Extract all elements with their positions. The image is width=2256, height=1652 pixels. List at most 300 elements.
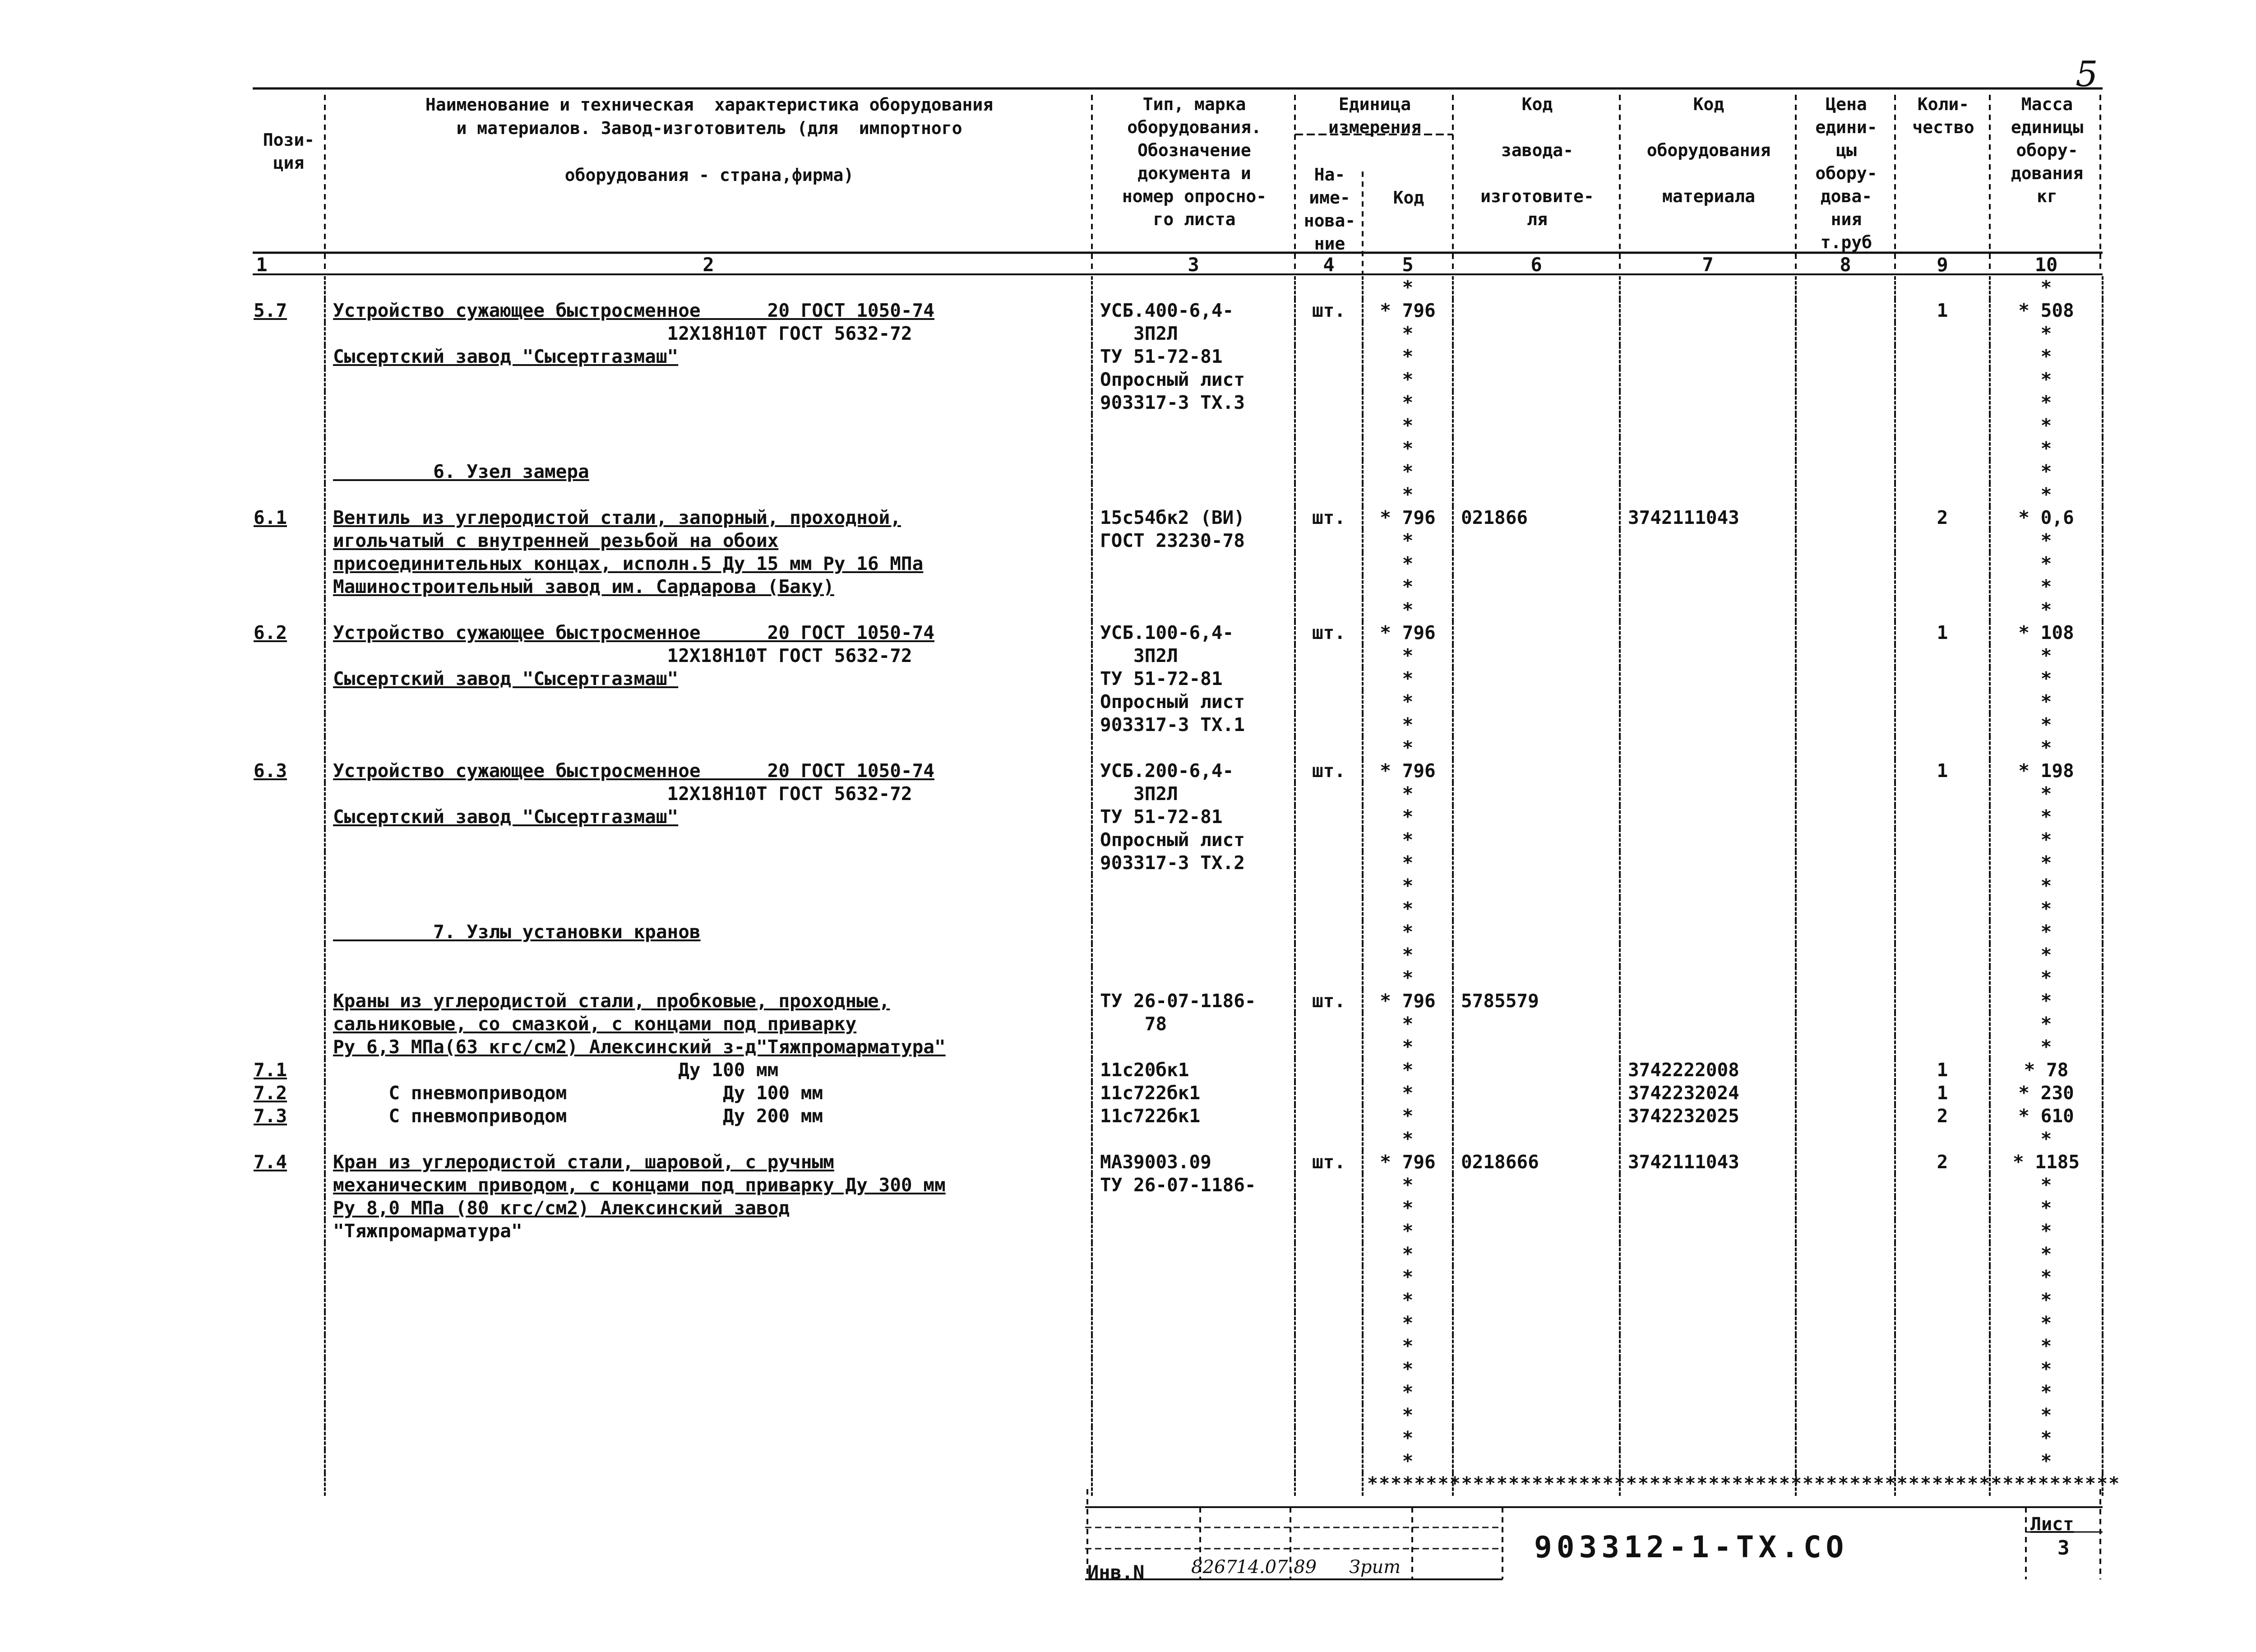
header-name: Наименование и техническая характеристика оборудования и материалов. Завод-изготовитель (для импортного оборудования - страна,фирма)	[425, 95, 994, 185]
row-mass: *	[1990, 1220, 2103, 1243]
row-name: Машиностроительный завод им. Сардарова (Баку)	[325, 575, 1092, 598]
row-mass: *	[1990, 782, 2103, 805]
row-quantity: 2	[1895, 506, 1990, 529]
row-unit	[1295, 1335, 1363, 1358]
row-mass: *	[1990, 391, 2103, 414]
row-quantity: 1	[1895, 621, 1990, 644]
row-price	[1796, 299, 1895, 322]
row-unit-code: *	[1363, 1404, 1453, 1427]
row-unit	[1295, 1036, 1363, 1059]
row-position	[253, 1128, 325, 1151]
inventory-date: 14.07.89	[1236, 1557, 1317, 1578]
row-equipment-code	[1620, 967, 1796, 990]
table-row	[253, 1381, 2103, 1404]
row-unit	[1295, 1220, 1363, 1243]
row-name: присоединительных концах, исполн.5 Ду 15 мм Ру 16 МПа	[325, 552, 1092, 575]
row-unit-code: *	[1363, 1197, 1453, 1220]
row-position	[253, 276, 325, 299]
row-type	[1092, 875, 1295, 898]
row-name: 12Х18Н10Т ГОСТ 5632-72	[325, 322, 1092, 345]
row-mass: *	[1990, 1036, 2103, 1059]
row-quantity	[1895, 644, 1990, 667]
row-name: Ру 6,3 МПа(63 кгс/см2) Алексинский з-д"Тяжпромарматура"	[325, 1036, 1092, 1059]
row-type	[1092, 1473, 1295, 1496]
row-price	[1796, 690, 1895, 713]
row-quantity	[1895, 1036, 1990, 1059]
row-equipment-code	[1620, 644, 1796, 667]
row-price	[1796, 990, 1895, 1013]
row-equipment-code	[1620, 1013, 1796, 1036]
row-factory-code	[1453, 782, 1620, 805]
row-unit	[1295, 1174, 1363, 1197]
row-price	[1796, 967, 1895, 990]
row-factory-code	[1453, 944, 1620, 967]
row-mass: *	[1990, 529, 2103, 552]
table-row	[253, 805, 2103, 828]
row-factory-code	[1453, 1404, 1620, 1427]
row-type	[1092, 1036, 1295, 1059]
row-price	[1796, 1059, 1895, 1082]
row-mass: *	[1990, 368, 2103, 391]
row-unit	[1295, 736, 1363, 759]
row-factory-code	[1453, 483, 1620, 506]
row-factory-code	[1453, 1036, 1620, 1059]
row-quantity: 1	[1895, 1059, 1990, 1082]
row-factory-code	[1453, 437, 1620, 460]
row-price	[1796, 460, 1895, 483]
table-row	[253, 506, 2103, 529]
row-factory-code: 0218666	[1453, 1151, 1620, 1174]
row-name	[325, 736, 1092, 759]
row-position	[253, 1381, 325, 1404]
row-name	[325, 898, 1092, 921]
row-name	[325, 1473, 1092, 1496]
row-equipment-code	[1620, 529, 1796, 552]
table-row	[253, 621, 2103, 644]
table-row	[253, 1197, 2103, 1220]
row-position	[253, 713, 325, 736]
row-position	[253, 1335, 325, 1358]
table-row	[253, 898, 2103, 921]
row-quantity: 1	[1895, 1082, 1990, 1105]
sheet-label: Лист	[2030, 1514, 2074, 1535]
row-unit-code: * 796	[1363, 506, 1453, 529]
row-name	[325, 851, 1092, 875]
row-unit-code: *	[1363, 345, 1453, 368]
row-position	[253, 1013, 325, 1036]
row-position	[253, 875, 325, 898]
row-factory-code	[1453, 575, 1620, 598]
row-unit-code: *	[1363, 736, 1453, 759]
row-unit	[1295, 782, 1363, 805]
row-name	[325, 875, 1092, 898]
row-factory-code	[1453, 1266, 1620, 1289]
row-name	[325, 1450, 1092, 1473]
row-equipment-code	[1620, 1220, 1796, 1243]
row-unit-code: *	[1363, 575, 1453, 598]
row-price	[1796, 1036, 1895, 1059]
row-mass: * 610	[1990, 1105, 2103, 1128]
row-equipment-code	[1620, 921, 1796, 944]
row-price	[1796, 1174, 1895, 1197]
table-row	[253, 391, 2103, 414]
row-position	[253, 921, 325, 944]
header-unit-name: На- име- нова- ние	[1304, 165, 1356, 254]
row-price	[1796, 921, 1895, 944]
row-unit	[1295, 483, 1363, 506]
row-unit	[1295, 345, 1363, 368]
row-position	[253, 437, 325, 460]
row-price	[1796, 529, 1895, 552]
row-unit-code: *	[1363, 368, 1453, 391]
row-price	[1796, 1151, 1895, 1174]
col-number-7: 7	[1702, 254, 1714, 276]
row-mass: *	[1990, 690, 2103, 713]
table-row	[253, 828, 2103, 851]
row-position	[253, 483, 325, 506]
row-equipment-code	[1620, 1266, 1796, 1289]
row-equipment-code	[1620, 828, 1796, 851]
row-equipment-code	[1620, 713, 1796, 736]
row-type	[1092, 1197, 1295, 1220]
row-unit: шт.	[1295, 506, 1363, 529]
row-position	[253, 529, 325, 552]
row-equipment-code	[1620, 345, 1796, 368]
table-row	[253, 575, 2103, 598]
page-number: 5	[2076, 54, 2098, 95]
row-position	[253, 990, 325, 1013]
row-type	[1092, 1266, 1295, 1289]
row-factory-code: 5785579	[1453, 990, 1620, 1013]
row-name	[325, 1358, 1092, 1381]
row-factory-code	[1453, 414, 1620, 437]
row-equipment-code	[1620, 1289, 1796, 1312]
row-price	[1796, 828, 1895, 851]
row-quantity	[1895, 437, 1990, 460]
row-unit-code: *	[1363, 1036, 1453, 1059]
row-price	[1796, 621, 1895, 644]
row-position	[253, 898, 325, 921]
table-row	[253, 1059, 2103, 1082]
row-position	[253, 1473, 325, 1496]
row-equipment-code: 3742111043	[1620, 1151, 1796, 1174]
row-quantity	[1895, 967, 1990, 990]
row-unit-code: *	[1363, 782, 1453, 805]
row-price	[1796, 851, 1895, 875]
row-equipment-code	[1620, 322, 1796, 345]
specification-table	[253, 276, 2103, 1496]
row-name: Сысертский завод "Сысертгазмаш"	[325, 345, 1092, 368]
row-price	[1796, 1289, 1895, 1312]
table-row	[253, 713, 2103, 736]
row-type: 11с722бк1	[1092, 1082, 1295, 1105]
row-type	[1092, 736, 1295, 759]
table-row	[253, 1105, 2103, 1128]
row-type: 15с54бк2 (ВИ)	[1092, 506, 1295, 529]
row-quantity	[1895, 345, 1990, 368]
table-row	[253, 1266, 2103, 1289]
document-code: 903312-1-ТХ.СО	[1534, 1530, 1849, 1564]
row-type: ТУ 51-72-81	[1092, 345, 1295, 368]
row-quantity	[1895, 1220, 1990, 1243]
row-name	[325, 483, 1092, 506]
row-mass: *	[1990, 1128, 2103, 1151]
row-quantity: 2	[1895, 1105, 1990, 1128]
table-row	[253, 1151, 2103, 1174]
row-name: "Тяжпромарматура"	[325, 1220, 1092, 1243]
row-quantity	[1895, 276, 1990, 299]
row-factory-code	[1453, 621, 1620, 644]
row-price	[1796, 1220, 1895, 1243]
row-position	[253, 1266, 325, 1289]
row-factory-code	[1453, 667, 1620, 690]
row-unit: шт.	[1295, 621, 1363, 644]
row-price	[1796, 276, 1895, 299]
row-position	[253, 1312, 325, 1335]
row-price	[1796, 322, 1895, 345]
row-position	[253, 598, 325, 621]
row-position	[253, 944, 325, 967]
row-quantity	[1895, 944, 1990, 967]
row-unit-code: * 796	[1363, 1151, 1453, 1174]
row-unit-code: *	[1363, 1243, 1453, 1266]
row-unit	[1295, 967, 1363, 990]
row-factory-code	[1453, 736, 1620, 759]
row-unit-code: * 796	[1363, 299, 1453, 322]
row-equipment-code	[1620, 690, 1796, 713]
row-factory-code	[1453, 851, 1620, 875]
row-factory-code	[1453, 1289, 1620, 1312]
row-equipment-code	[1620, 1358, 1796, 1381]
row-unit-code: *	[1363, 1266, 1453, 1289]
row-factory-code: 021866	[1453, 506, 1620, 529]
row-position	[253, 1358, 325, 1381]
row-unit-code: *	[1363, 1174, 1453, 1197]
row-unit-code: * 796	[1363, 759, 1453, 782]
row-factory-code	[1453, 967, 1620, 990]
row-unit	[1295, 1450, 1363, 1473]
row-mass: *	[1990, 1450, 2103, 1473]
row-quantity: 1	[1895, 759, 1990, 782]
row-type: 3П2Л	[1092, 782, 1295, 805]
table-row	[253, 552, 2103, 575]
row-price	[1796, 391, 1895, 414]
sheet-number: 3	[2057, 1536, 2070, 1559]
row-unit-code: *	[1363, 483, 1453, 506]
row-type: 11с20бк1	[1092, 1059, 1295, 1082]
table-row	[253, 759, 2103, 782]
row-quantity	[1895, 1335, 1990, 1358]
row-quantity	[1895, 368, 1990, 391]
row-unit-code: *	[1363, 1335, 1453, 1358]
row-name	[325, 690, 1092, 713]
row-position	[253, 1174, 325, 1197]
row-mass: *	[1990, 875, 2103, 898]
row-mass: *	[1990, 644, 2103, 667]
row-price	[1796, 483, 1895, 506]
row-unit	[1295, 667, 1363, 690]
row-name	[325, 1312, 1092, 1335]
row-unit	[1295, 1013, 1363, 1036]
row-quantity	[1895, 1243, 1990, 1266]
row-type	[1092, 898, 1295, 921]
row-type	[1092, 1427, 1295, 1450]
row-mass: *	[1990, 805, 2103, 828]
row-unit	[1295, 391, 1363, 414]
row-type: Опросный лист	[1092, 368, 1295, 391]
row-quantity	[1895, 414, 1990, 437]
row-type	[1092, 1404, 1295, 1427]
row-unit-code: *	[1363, 805, 1453, 828]
row-quantity	[1895, 851, 1990, 875]
row-price	[1796, 1450, 1895, 1473]
row-price	[1796, 1082, 1895, 1105]
row-name	[325, 1266, 1092, 1289]
row-mass: *	[1990, 1312, 2103, 1335]
row-price	[1796, 1404, 1895, 1427]
row-unit	[1295, 1105, 1363, 1128]
row-unit	[1295, 437, 1363, 460]
row-type: ТУ 51-72-81	[1092, 805, 1295, 828]
row-unit-code: *	[1363, 598, 1453, 621]
row-price	[1796, 736, 1895, 759]
row-name: 12Х18Н10Т ГОСТ 5632-72	[325, 782, 1092, 805]
row-price	[1796, 667, 1895, 690]
row-name	[325, 1427, 1092, 1450]
row-name: Устройство сужающее быстросменное 20 ГОСТ 1050-74	[325, 621, 1092, 644]
row-mass: *	[1990, 1243, 2103, 1266]
table-row	[253, 921, 2103, 944]
row-unit-code: *	[1363, 713, 1453, 736]
row-type: МА39003.09	[1092, 1151, 1295, 1174]
row-unit-code: *	[1363, 898, 1453, 921]
row-equipment-code: 3742232025	[1620, 1105, 1796, 1128]
row-name	[325, 437, 1092, 460]
row-name: Вентиль из углеродистой стали, запорный, проходной,	[325, 506, 1092, 529]
col-number-10: 10	[2034, 254, 2058, 276]
table-row	[253, 414, 2103, 437]
row-equipment-code	[1620, 1128, 1796, 1151]
row-factory-code	[1453, 1450, 1620, 1473]
row-quantity	[1895, 990, 1990, 1013]
row-equipment-code	[1620, 1312, 1796, 1335]
row-quantity	[1895, 1289, 1990, 1312]
row-name: механическим приводом, с концами под приварку Ду 300 мм	[325, 1174, 1092, 1197]
row-equipment-code	[1620, 1404, 1796, 1427]
row-position: 5.7	[254, 300, 287, 321]
row-quantity	[1895, 805, 1990, 828]
col-number-9: 9	[1937, 254, 1948, 276]
table-row	[253, 944, 2103, 967]
table-row	[253, 299, 2103, 322]
row-type	[1092, 1450, 1295, 1473]
row-unit	[1295, 1358, 1363, 1381]
row-position	[253, 805, 325, 828]
row-unit	[1295, 1197, 1363, 1220]
row-mass: *	[1990, 828, 2103, 851]
row-quantity	[1895, 460, 1990, 483]
row-unit-code: *	[1363, 1289, 1453, 1312]
row-mass: *	[1990, 552, 2103, 575]
table-row	[253, 1243, 2103, 1266]
header-equipment-code: Код оборудования материала	[1646, 94, 1771, 206]
row-quantity	[1895, 1128, 1990, 1151]
row-mass: * 198	[1990, 759, 2103, 782]
row-equipment-code	[1620, 621, 1796, 644]
row-type: 3П2Л	[1092, 644, 1295, 667]
row-name: Краны из углеродистой стали, пробковые, проходные,	[325, 990, 1092, 1013]
table-row	[253, 1358, 2103, 1381]
col-number-8: 8	[1840, 254, 1851, 276]
row-position: 7.1	[254, 1059, 287, 1081]
stars-line: ****************************************************************	[1367, 1473, 2121, 1494]
row-mass: *	[1990, 483, 2103, 506]
row-position	[253, 667, 325, 690]
row-equipment-code	[1620, 1427, 1796, 1450]
row-price	[1796, 552, 1895, 575]
row-equipment-code	[1620, 1381, 1796, 1404]
row-position	[253, 414, 325, 437]
row-price	[1796, 1427, 1895, 1450]
row-price	[1796, 759, 1895, 782]
row-quantity	[1895, 575, 1990, 598]
row-price	[1796, 875, 1895, 898]
row-type: ТУ 26-07-1186-	[1092, 1174, 1295, 1197]
row-quantity	[1895, 1013, 1990, 1036]
row-name: Ду 100 мм	[325, 1059, 1092, 1082]
row-equipment-code	[1620, 368, 1796, 391]
row-mass: *	[1990, 345, 2103, 368]
table-row	[253, 1289, 2103, 1312]
row-unit-code: *	[1363, 1381, 1453, 1404]
row-type	[1092, 1312, 1295, 1335]
table-row	[253, 1013, 2103, 1036]
table-row	[253, 1220, 2103, 1243]
row-quantity	[1895, 713, 1990, 736]
row-price	[1796, 1105, 1895, 1128]
row-name	[325, 1404, 1092, 1427]
row-name: С пневмоприводом Ду 200 мм	[325, 1105, 1092, 1128]
row-factory-code	[1453, 1335, 1620, 1358]
row-mass: *	[1990, 1427, 2103, 1450]
row-mass: *	[1990, 1404, 2103, 1427]
table-row	[253, 368, 2103, 391]
row-unit-code: *	[1363, 1059, 1453, 1082]
row-position	[253, 345, 325, 368]
row-position	[253, 575, 325, 598]
row-equipment-code	[1620, 990, 1796, 1013]
row-unit-code: *	[1363, 1358, 1453, 1381]
row-unit	[1295, 690, 1363, 713]
row-equipment-code	[1620, 875, 1796, 898]
row-mass: * 230	[1990, 1082, 2103, 1105]
row-mass: * 508	[1990, 299, 2103, 322]
row-equipment-code	[1620, 575, 1796, 598]
row-unit-code: *	[1363, 875, 1453, 898]
row-mass: * 1185	[1990, 1151, 2103, 1174]
row-position	[253, 1289, 325, 1312]
table-row	[253, 1082, 2103, 1105]
row-price	[1796, 598, 1895, 621]
row-name	[325, 828, 1092, 851]
row-price	[1796, 575, 1895, 598]
row-equipment-code	[1620, 437, 1796, 460]
row-unit	[1295, 414, 1363, 437]
row-unit-code: *	[1363, 529, 1453, 552]
row-unit	[1295, 1082, 1363, 1105]
row-type	[1092, 575, 1295, 598]
row-mass: * 78	[1990, 1059, 2103, 1082]
